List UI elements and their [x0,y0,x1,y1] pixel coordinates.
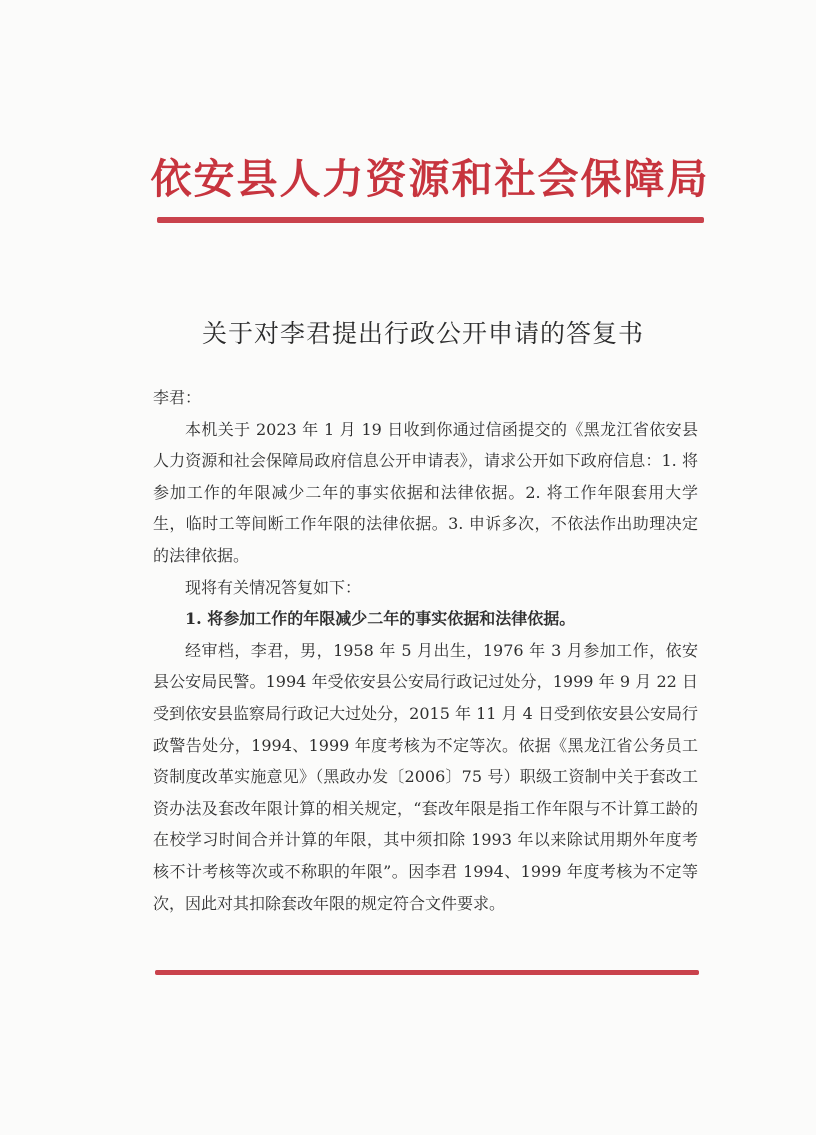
footer-rule [155,970,699,975]
paragraph-request: 本机关于 2023 年 1 月 19 日收到你通过信函提交的《黑龙江省依安县人力资源和社会保障局政府信息公开申请表》，请求公开如下政府信息：1. 将参加工作的年限减少二年的事实依据和法律依据。2. 将工作年限套用大学生，临时工等间断工作年限的法律依据。3. 申诉多次，不依法作出助理决定的法律依据。 [153,419,698,565]
document-body [153,382,698,919]
section-heading-1: 1. 将参加工作的年限减少二年的事实依据和法律依据。 [185,609,576,629]
paragraph-reply-intro: 现将有关情况答复如下： [185,577,362,597]
document-title: 关于对李君提出行政公开申请的答复书 [201,319,644,348]
paragraph-findings: 经审档，李君，男，1958 年 5 月出生，1976 年 3 月参加工作，依安县公安局民警。1994 年受依安县公安局行政记过处分，1999 年 9 月 22 日受到依安县监察局行政记大过处分，2015 年 11 月 4 日受到依安县公安局行政警告处分，1994、1999 年度考核为不定等次。依据《黑龙江省公务员工资制度改革实施意见》（黑政办发〔2006〕75 号）职级工资制中关于套改工资办法及套改年限计算的相关规定，“套改年限是指工作年限与不计算工龄的在校学习时间合并计算的年限，其中须扣除 1993 年以来除试用期外年度考核不计考核等次或不称职的年限”。因李君 1994、1999 年度考核为不定等次，因此对其扣除套改年限的规定符合文件要求。 [153,640,698,913]
letterhead-top-rule [157,217,704,223]
salutation: 李君： [153,388,202,407]
letterhead-org-name: 依安县人力资源和社会保障局 [150,155,710,203]
